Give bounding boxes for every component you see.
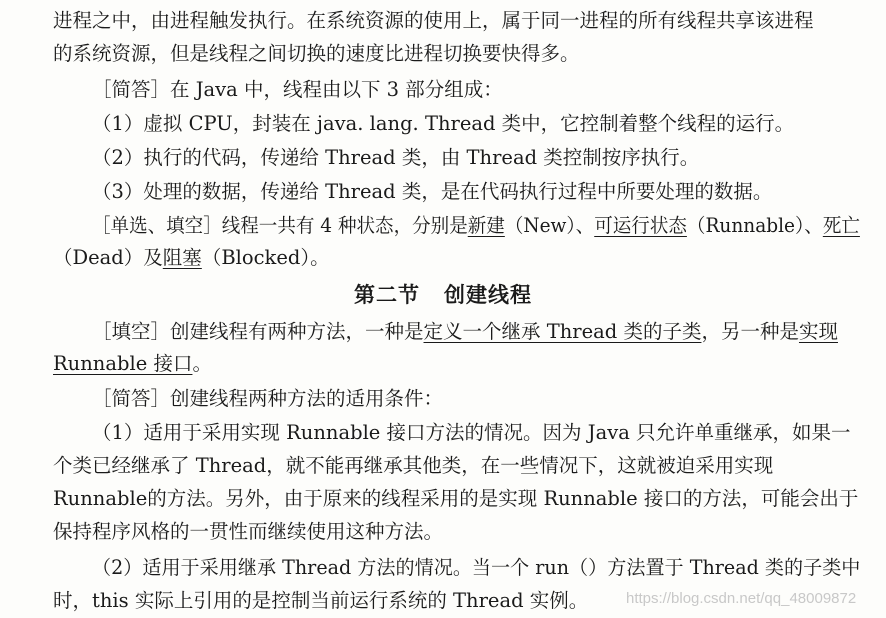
paragraph-line: 进程之中，由进程触发执行。在系统资源的使用上，属于同一进程的所有线程共享该进程 <box>53 9 814 32</box>
list-item: （2）执行的代码，传递给 Thread 类，由 Thread 类控制按序执行。 <box>92 146 700 169</box>
states-line <box>92 213 860 241</box>
paragraph-line: 的系统资源，但是线程之间切换的速度比进程切换要快得多。 <box>53 42 580 65</box>
text-run: 。 <box>192 352 212 375</box>
text-run: ，另一种是 <box>701 320 799 343</box>
underlined-answer: 阻塞 <box>162 246 202 269</box>
underlined-answer: Runnable 接口 <box>53 352 193 375</box>
text-run: ［填空］创建线程有两种方法，一种是 <box>92 320 424 343</box>
short-answer-line: ［简答］在 Java 中，线程由以下 3 部分组成： <box>92 78 503 101</box>
states-line-continued <box>53 245 330 273</box>
paragraph-line: 保持程序风格的一贯性而继续使用这种方法。 <box>53 520 444 543</box>
text-run: （New）、 <box>504 214 595 237</box>
text-run: （Runnable）、 <box>686 214 823 237</box>
short-answer-line: ［简答］创建线程两种方法的适用条件： <box>92 387 444 410</box>
section-title: 创建线程 <box>444 282 532 307</box>
paragraph-line: Runnable的方法。另外，由于原来的线程采用的是实现 Runnable 接口的方法，可能会出于 <box>53 487 859 510</box>
underlined-answer: 新建 <box>467 214 505 237</box>
list-item: （1）虚拟 CPU，封装在 java. lang. Thread 类中，它控制着整个线程的运行。 <box>92 112 795 135</box>
fill-blank-line <box>92 319 838 347</box>
paragraph-line: 时，this 实际上引用的是控制当前运行系统的 Thread 实例。 <box>53 589 589 612</box>
section-number: 第二节 <box>354 282 420 307</box>
watermark: https://blog.csdn.net/qq_48009872 <box>626 590 857 607</box>
underlined-answer: 定义一个继承 Thread 类的子类 <box>423 320 702 343</box>
underlined-answer: 可运行状态 <box>594 214 687 237</box>
text-run: ［单选、填空］线程一共有 4 种状态，分别是 <box>92 214 468 237</box>
paragraph-line: （2）适用于采用继承 Thread 方法的情况。当一个 run（）方法置于 Thread 类的子类中 <box>92 556 861 579</box>
paragraph-line: （1）适用于采用实现 Runnable 接口方法的情况。因为 Java 只允许单重继承，如果一 <box>92 421 851 444</box>
fill-blank-line-continued <box>53 351 212 379</box>
paragraph-line: 个类已经继承了 Thread，就不能再继承其他类，在一些情况下，这就被迫采用实现 <box>53 454 774 477</box>
list-item: （3）处理的数据，传递给 Thread 类，是在代码执行过程中所要处理的数据。 <box>92 180 773 203</box>
underlined-answer: 死亡 <box>822 214 860 237</box>
text-run: （Blocked）。 <box>201 246 330 269</box>
section-heading <box>0 282 886 308</box>
text-run: （Dead）及 <box>53 246 163 269</box>
underlined-answer: 实现 <box>798 320 838 343</box>
